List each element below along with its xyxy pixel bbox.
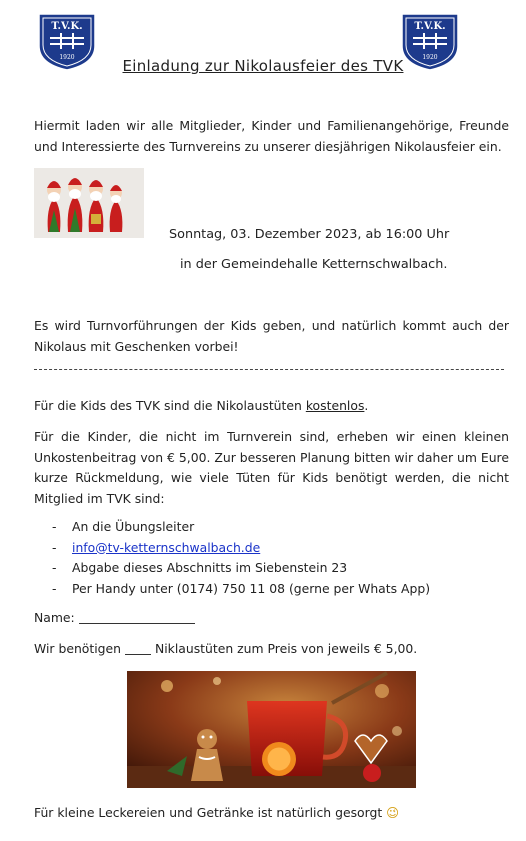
name-field[interactable]	[79, 623, 195, 624]
christmas-punch-image	[127, 671, 416, 788]
kids-tvk-text: Für die Kids des TVK sind die Nikolaustüten kostenlos.	[34, 398, 369, 413]
event-location: in der Gemeindehalle Ketternschwalbach.	[180, 257, 448, 272]
page-title: Einladung zur Nikolausfeier des TVK	[122, 57, 404, 75]
list-item: - An die Übungsleiter	[52, 519, 195, 534]
program-text: Es wird Turnvorführungen der Kids geben, und natürlich kommt auch der Nikolaus mit Geschenken vorbei!	[34, 318, 509, 354]
free-highlight: kostenlos	[305, 398, 365, 413]
event-date: Sonntag, 03. Dezember 2023, ab 16:00 Uhr	[169, 227, 450, 242]
svg-text:1920: 1920	[59, 54, 75, 61]
list-item: - Per Handy unter (0174) 750 11 08 (gerne per Whats App)	[52, 580, 431, 596]
email-link[interactable]: info@tv-ketternschwalbach.de	[72, 539, 261, 555]
list-item: - info@tv-ketternschwalbach.de	[52, 539, 261, 555]
intro-text: Hiermit laden wir alle Mitglieder, Kinder und Familienangehörige, Freunde und Interessierte des Turnvereins zu unserer diesjährigen Nikolausfeier ein.	[34, 118, 509, 154]
svg-text:1920: 1920	[422, 54, 438, 61]
svg-text:T.V.K.: T.V.K.	[414, 21, 446, 32]
divider	[34, 369, 504, 370]
wink-emoji-icon: 😉	[386, 805, 400, 820]
name-form-line: Name:	[34, 608, 509, 629]
quantity-field[interactable]	[125, 654, 151, 655]
svg-text:T.V.K.: T.V.K.	[51, 21, 83, 32]
list-item: - Abgabe dieses Abschnitts im Siebenstein 23	[52, 560, 348, 575]
santa-chocolate-image	[34, 168, 144, 238]
nonmember-text: Für die Kinder, die nicht im Turnverein sind, erheben wir einen kleinen Unkostenbeitrag von € 5,00. Zur besseren Planung bitten wir daher um Eure kurze Rückmeldung, wie viele Tüten für Kids benötigt werden, die nicht Mitglied im TVK sind:	[34, 429, 509, 506]
closing-text: Für kleine Leckereien und Getränke ist natürlich gesorgt 😉	[34, 805, 400, 820]
contact-list	[52, 517, 430, 599]
order-form-line: Wir benötigen Niklaustüten zum Preis von jeweils € 5,00.	[34, 641, 418, 656]
